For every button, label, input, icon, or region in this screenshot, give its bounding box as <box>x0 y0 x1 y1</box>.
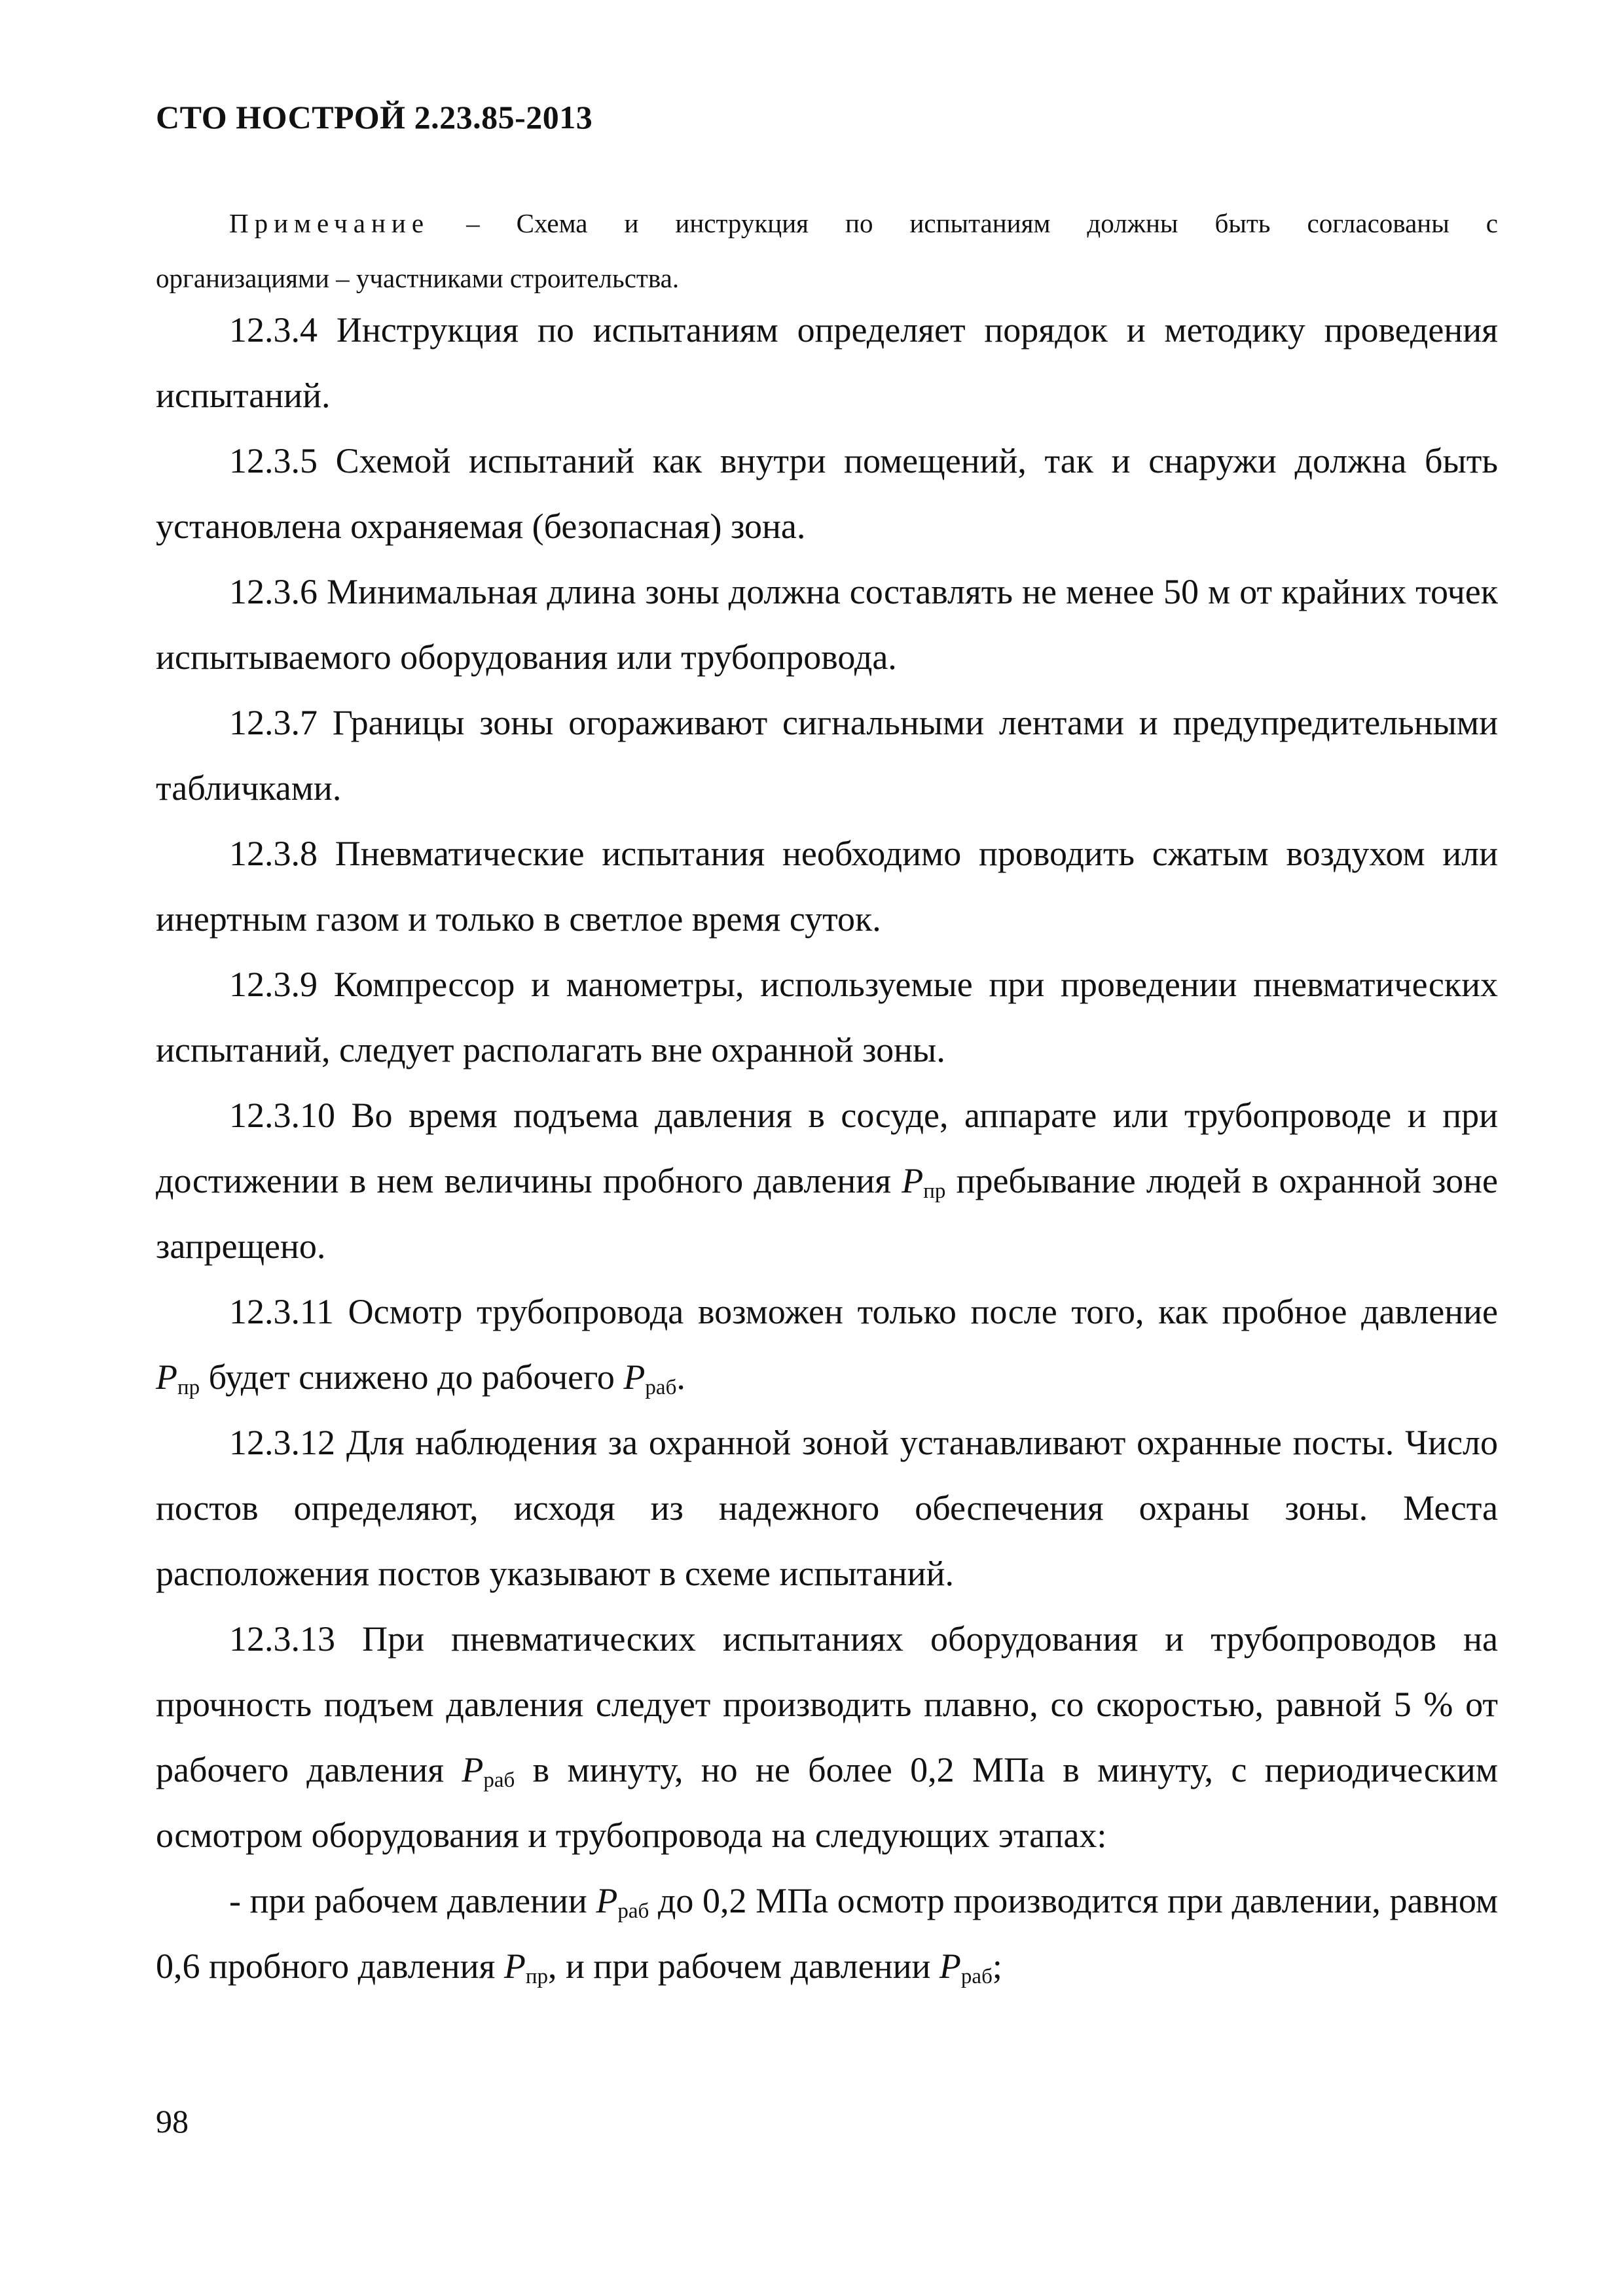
paragraph-12-3-11 <box>156 1279 1498 1410</box>
subscript-rab: раб <box>483 1768 515 1792</box>
subscript-rab: раб <box>645 1376 677 1399</box>
p11-text-b: будет снижено до рабочего <box>200 1357 624 1397</box>
paragraph-12-3-13 <box>156 1606 1498 1868</box>
p10-text-b: пребывание людей в охранной зоне запрещено. <box>156 1161 1498 1266</box>
p11-text-a: 12.3.11 Осмотр трубопровода возможен только после того, как пробное давление <box>229 1292 1498 1331</box>
note-text-1: – Схема и инструкция по испытаниям должны быть согласованы с <box>429 208 1498 238</box>
paragraph-12-3-7: 12.3.7 Границы зоны огораживают сигнальными лентами и предупредительными табличками. <box>156 703 1498 808</box>
p13-text-a: 12.3.13 При пневматических испытаниях оборудования и трубопроводов на прочность подъем давления следует производить плавно, со скоростью, равной 5 % от рабочего давления <box>156 1619 1498 1789</box>
li-text-a: - при рабочем давлении <box>229 1881 596 1920</box>
symbol-p: P <box>503 1946 526 1986</box>
page-number: 98 <box>156 2103 189 2140</box>
symbol-p: P <box>596 1881 618 1920</box>
subscript-pr: пр <box>923 1179 946 1203</box>
li-text-d: ; <box>992 1946 1002 1986</box>
paragraph-12-3-4: 12.3.4 Инструкция по испытаниям определяет порядок и методику проведения испытаний. <box>156 310 1498 415</box>
p13-text-b: в минуту, но не более 0,2 МПа в минуту, с периодическим осмотром оборудования и трубопровода на следующих этапах: <box>156 1750 1498 1855</box>
symbol-p: P <box>156 1357 177 1397</box>
p10-text-a: 12.3.10 Во время подъема давления в сосуде, аппарате или трубопроводе и при достижении в нем величины пробного давления <box>156 1096 1498 1200</box>
subscript-rab: раб <box>960 1965 993 1988</box>
p11-text-c: . <box>676 1357 685 1397</box>
subscript-rab: раб <box>617 1899 649 1923</box>
symbol-p: P <box>939 1946 961 1986</box>
paragraph-12-3-12: 12.3.12 Для наблюдения за охранной зоной устанавливают охранные посты. Число постов определяют, исходя из надежного обеспечения охраны зоны. Места расположения постов указывают в схеме испытаний. <box>156 1423 1498 1593</box>
paragraph-12-3-10 <box>156 1083 1498 1279</box>
li-text-c: , и при рабочем давлении <box>548 1946 939 1986</box>
note-block <box>156 191 1498 310</box>
paragraph-12-3-5: 12.3.5 Схемой испытаний как внутри помещений, так и снаружи должна быть установлена охраняемая (безопасная) зона. <box>156 441 1498 546</box>
subscript-pr: пр <box>177 1376 200 1399</box>
document-header: СТО НОСТРОЙ 2.23.85-2013 <box>156 99 593 135</box>
subscript-pr: пр <box>525 1965 549 1988</box>
paragraph-12-3-6: 12.3.6 Минимальная длина зоны должна составлять не менее 50 м от крайних точек испытываемого оборудования или трубопровода. <box>156 572 1498 677</box>
paragraph-12-3-8: 12.3.8 Пневматические испытания необходимо проводить сжатым воздухом или инертным газом и только в светлое время суток. <box>156 834 1498 939</box>
note-line-2: организациями – участниками строительства. <box>156 263 680 293</box>
main-body <box>156 297 1498 1999</box>
note-label: Примечание <box>229 208 430 238</box>
symbol-p: P <box>462 1750 484 1789</box>
list-item-pressure <box>156 1868 1498 1999</box>
paragraph-12-3-9: 12.3.9 Компрессор и манометры, используемые при проведении пневматических испытаний, следует располагать вне охранной зоны. <box>156 965 1498 1069</box>
li-text-b: до 0,2 МПа осмотр производится при давлении, равном 0,6 пробного давления <box>156 1881 1498 1986</box>
symbol-p: P <box>623 1357 646 1397</box>
symbol-p: P <box>902 1161 924 1200</box>
